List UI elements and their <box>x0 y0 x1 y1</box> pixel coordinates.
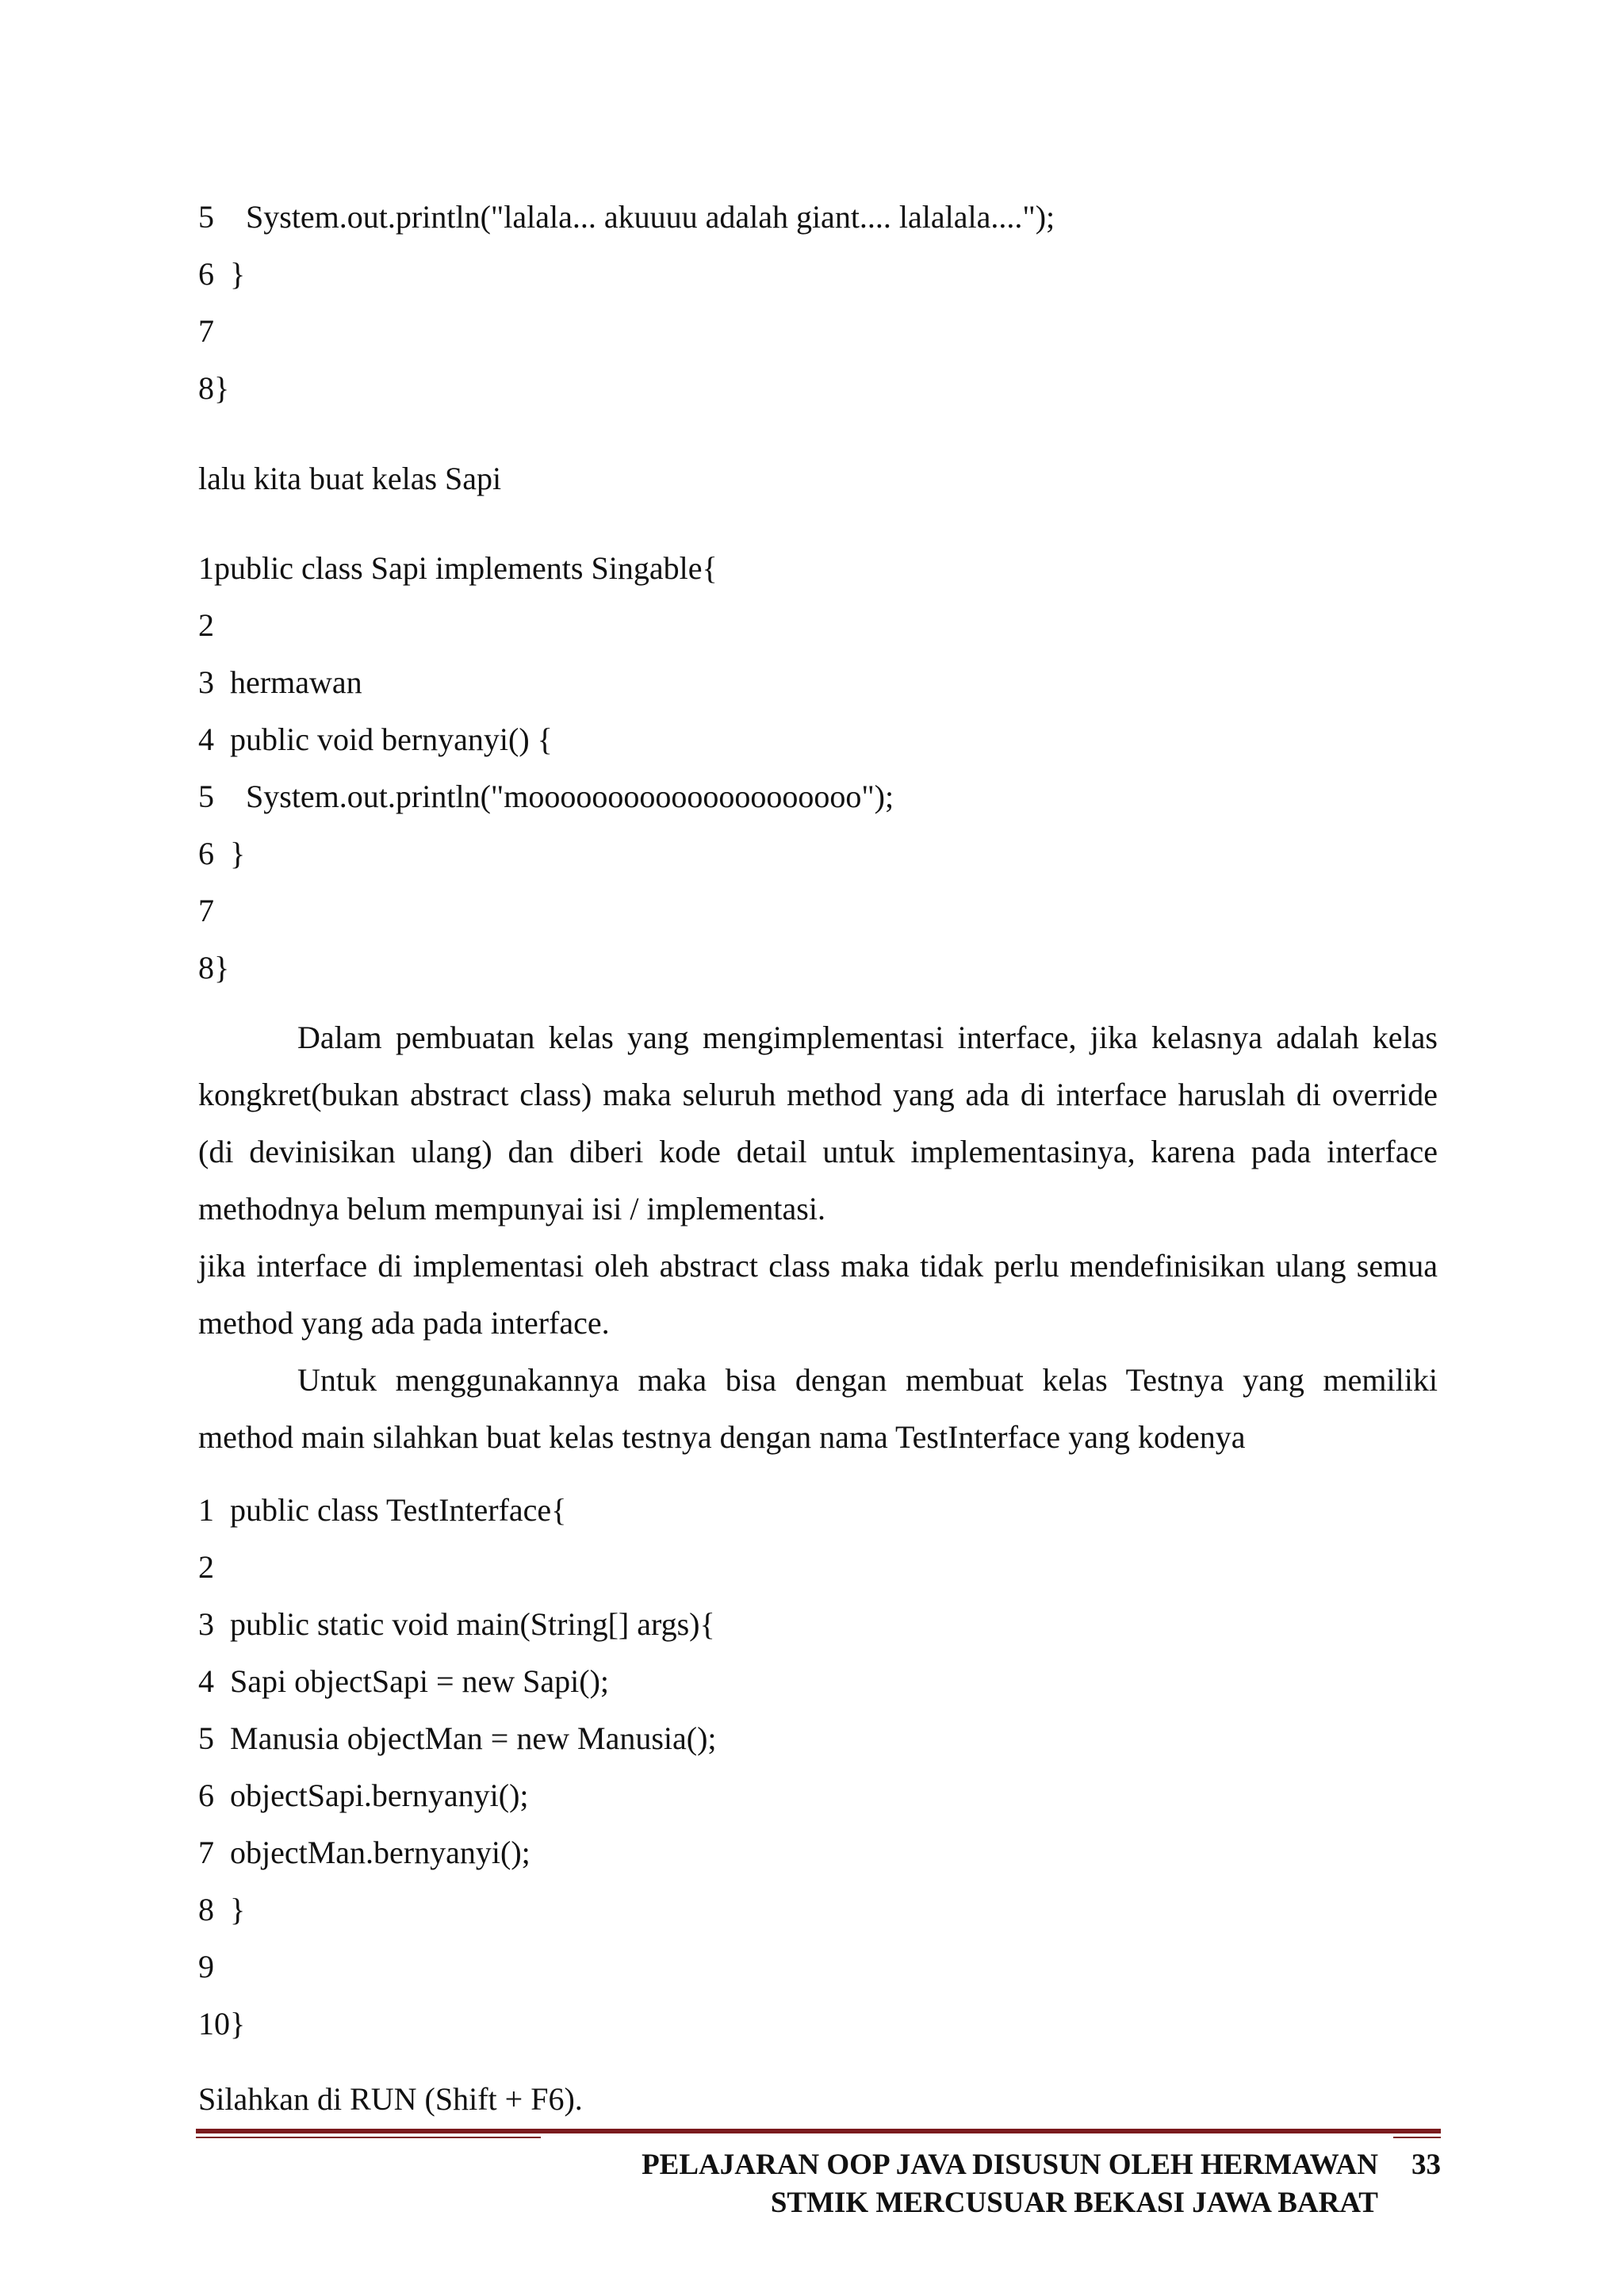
body-paragraph <box>198 1009 1438 1238</box>
footer-institution: STMIK MERCUSUAR BEKASI JAWA BARAT <box>770 2187 1378 2219</box>
code-line: 6 } <box>198 836 246 871</box>
footer-rule-thin-left <box>196 2137 541 2138</box>
code-line: 8 } <box>198 1892 246 1927</box>
code-line: 10} <box>198 2006 246 2042</box>
code-line: 9 <box>198 1949 214 1984</box>
code-line: 3 hermawan <box>198 664 362 700</box>
code-line: 7 <box>198 893 214 928</box>
code-line: 8} <box>198 950 230 985</box>
code-line: 8} <box>198 370 230 406</box>
footer-rule-thick <box>196 2129 1441 2133</box>
code-line: 2 <box>198 1549 214 1585</box>
page-number: 33 <box>1411 2149 1441 2181</box>
code-line: 5 System.out.println("mooooooooooooooooooooo"); <box>198 779 894 814</box>
code-line: 7 objectMan.bernyanyi(); <box>198 1835 530 1870</box>
code-line: 4 public void bernyanyi() { <box>198 721 553 757</box>
paragraph-text: Dalam pembuatan kelas yang mengimplementasi interface, jika kelasnya adalah kelas kongkret(bukan abstract class) maka seluruh method yang ada di interface haruslah di override (di devinisikan ulang) dan diberi kode detail untuk implementasinya, karena pada interface methodnya belum mempunyai isi / implementasi. <box>198 1020 1438 1226</box>
run-instruction-text: Silahkan di RUN (Shift + F6). <box>198 2081 583 2117</box>
intro-text-sapi: lalu kita buat kelas Sapi <box>198 461 502 496</box>
code-line: 1 public class TestInterface{ <box>198 1492 567 1528</box>
code-line: 2 <box>198 607 214 643</box>
code-line: 5 Manusia objectMan = new Manusia(); <box>198 1720 717 1756</box>
code-line: 7 <box>198 313 214 349</box>
code-line: 6 } <box>198 256 246 292</box>
code-line: 5 System.out.println("lalala... akuuuu adalah giant.... lalalala...."); <box>198 199 1055 235</box>
code-line: 3 public static void main(String[] args){ <box>198 1606 715 1642</box>
paragraph-text: Untuk menggunakannya maka bisa dengan membuat kelas Testnya yang memiliki method main silahkan buat kelas testnya dengan nama TestInterface yang kodenya <box>198 1362 1438 1455</box>
body-paragraph <box>198 1238 1438 1352</box>
paragraph-text: jika interface di implementasi oleh abstract class maka tidak perlu mendefinisikan ulang semua method yang ada pada interface. <box>198 1248 1438 1341</box>
code-line: 6 objectSapi.bernyanyi(); <box>198 1777 529 1813</box>
footer-title: PELAJARAN OOP JAVA DISUSUN OLEH HERMAWAN <box>642 2149 1378 2181</box>
footer-rule-thin-right <box>1393 2137 1441 2138</box>
body-paragraph <box>198 1352 1438 1466</box>
code-line: 1public class Sapi implements Singable{ <box>198 550 718 586</box>
code-line: 4 Sapi objectSapi = new Sapi(); <box>198 1663 610 1699</box>
